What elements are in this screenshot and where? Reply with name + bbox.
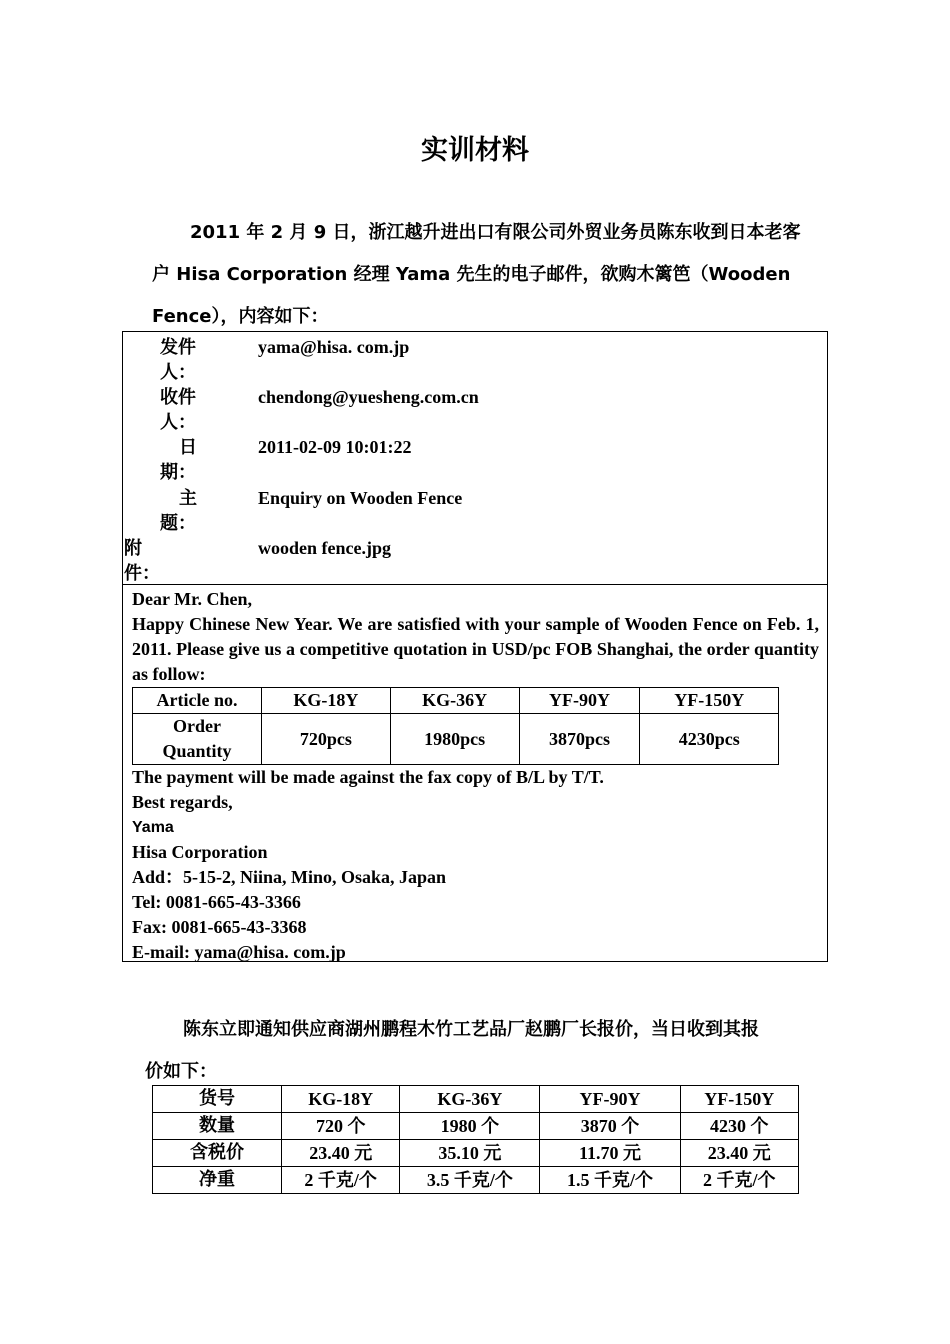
- table-row: [153, 1113, 799, 1140]
- table-cell: 23.40 元: [282, 1140, 400, 1167]
- table-cell: KG-18Y: [282, 1086, 400, 1113]
- row-label: 货号: [153, 1086, 282, 1113]
- attachment-label: 附 件：: [124, 538, 160, 584]
- article-header: Article no.: [133, 688, 262, 714]
- table-cell: KG-36Y: [400, 1086, 540, 1113]
- article-cell: KG-36Y: [390, 688, 519, 714]
- regards: Best regards,: [132, 792, 233, 812]
- table-row: [153, 1167, 799, 1194]
- attachment-value: wooden fence.jpg: [258, 538, 391, 558]
- table-cell: 2 千克/个: [680, 1167, 798, 1194]
- body-text: Happy Chinese New Year. We are satisfied with your sample of Wooden Fence on Feb. 1, 2011. Please give us a competitive quotation in USD/pc FOB Shanghai, the order quantity as follow:: [132, 614, 819, 684]
- table-row: [153, 1140, 799, 1167]
- subject-value: Enquiry on Wooden Fence: [258, 488, 463, 508]
- fax: Fax: 0081-665-43-3368: [132, 917, 307, 937]
- article-cell: YF-150Y: [640, 688, 779, 714]
- from-value: yama@hisa. com.jp: [258, 337, 410, 357]
- email-address: E-mail: yama@hisa. com.jp: [132, 942, 346, 962]
- article-cell: YF-90Y: [519, 688, 640, 714]
- table-cell: 4230 个: [680, 1113, 798, 1140]
- email-header: [123, 332, 827, 585]
- quantity-cell: 4230pcs: [640, 714, 779, 765]
- supplier-line-2: 价如下：: [145, 1061, 217, 1082]
- table-cell: 3.5 千克/个: [400, 1167, 540, 1194]
- supplier-line-1: 陈东立即通知供应商湖州鹏程木竹工艺品厂赵鹏厂长报价，当日收到其报: [183, 1019, 759, 1040]
- row-label: 数量: [153, 1113, 282, 1140]
- page-title: 实训材料: [421, 135, 529, 166]
- table-cell: 3870 个: [540, 1113, 680, 1140]
- table-cell: 2 千克/个: [282, 1167, 400, 1194]
- to-value: chendong@yuesheng.com.cn: [258, 387, 479, 407]
- article-cell: KG-18Y: [262, 688, 391, 714]
- table-cell: 1980 个: [400, 1113, 540, 1140]
- email-box: [122, 331, 828, 962]
- quantity-header: Order Quantity: [133, 714, 262, 765]
- to-label: 收件 人：: [160, 387, 196, 433]
- quantity-cell: 1980pcs: [390, 714, 519, 765]
- company-name: Hisa Corporation: [132, 842, 268, 862]
- from-label: 发件 人：: [160, 337, 196, 383]
- quantity-cell: 3870pcs: [519, 714, 640, 765]
- sender-name: Yama: [132, 819, 174, 836]
- email-body: [132, 587, 819, 965]
- table-cell: 1.5 千克/个: [540, 1167, 680, 1194]
- quantity-cell: 720pcs: [262, 714, 391, 765]
- date-label: 日 期：: [160, 437, 197, 483]
- price-table: [152, 1085, 799, 1194]
- table-cell: 11.70 元: [540, 1140, 680, 1167]
- table-cell: YF-150Y: [680, 1086, 798, 1113]
- order-table: [132, 687, 779, 765]
- date-value: 2011-02-09 10:01:22: [258, 437, 412, 457]
- greeting: Dear Mr. Chen,: [132, 589, 252, 609]
- table-row: [153, 1086, 799, 1113]
- subject-label: 主 题：: [160, 488, 197, 534]
- telephone: Tel: 0081-665-43-3366: [132, 892, 301, 912]
- intro-line-3: Fence），内容如下：: [152, 306, 329, 327]
- intro-line-1: 2011 年 2 月 9 日，浙江越升进出口有限公司外贸业务员陈东收到日本老客: [190, 222, 801, 243]
- address: Add：5-15-2, Niina, Mino, Osaka, Japan: [132, 867, 447, 887]
- row-label: 净重: [153, 1167, 282, 1194]
- table-cell: 35.10 元: [400, 1140, 540, 1167]
- table-cell: 23.40 元: [680, 1140, 798, 1167]
- table-cell: YF-90Y: [540, 1086, 680, 1113]
- row-label: 含税价: [153, 1140, 282, 1167]
- intro-line-2: 户 Hisa Corporation 经理 Yama 先生的电子邮件，欲购木篱笆（Wooden: [152, 264, 791, 285]
- payment-terms: The payment will be made against the fax copy of B/L by T/T.: [132, 767, 604, 787]
- table-cell: 720 个: [282, 1113, 400, 1140]
